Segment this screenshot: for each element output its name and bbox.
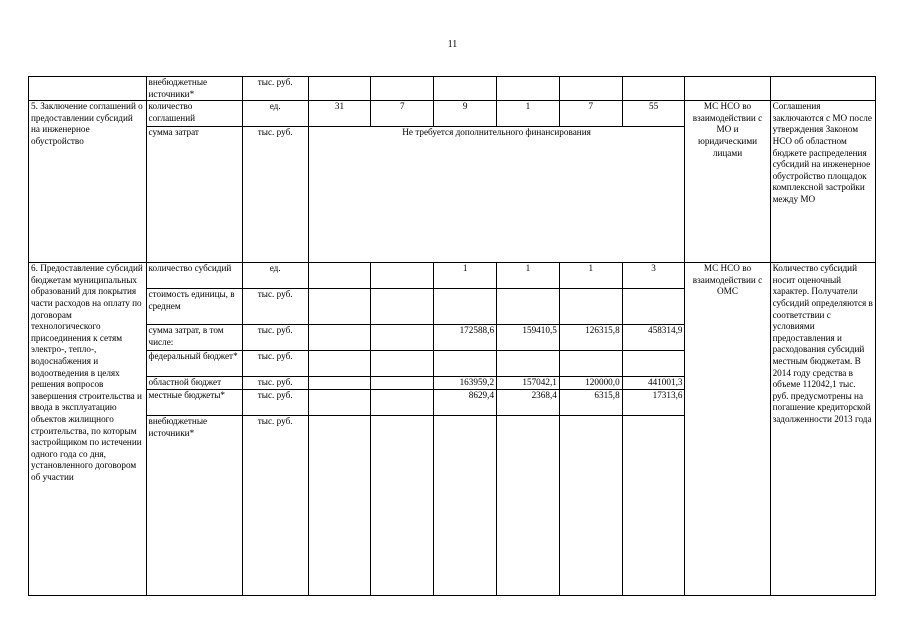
value-cell <box>559 77 622 101</box>
value-cell <box>434 351 497 377</box>
value-cell: 172588,6 <box>434 325 497 351</box>
value-cell <box>308 390 371 416</box>
value-cell <box>308 263 371 289</box>
value-cell <box>434 416 497 596</box>
value-cell <box>371 416 434 596</box>
value-cell <box>622 351 685 377</box>
executor-cell: МС НСО во взаимодействии с ОМС <box>685 263 770 596</box>
indicator-cell: количество соглашений <box>146 101 242 127</box>
value-cell <box>371 325 434 351</box>
activity-cell: 5. Заключение соглашений о предоставлении субсидий на инженерное обустройство <box>29 101 147 263</box>
indicator-cell: внебюджетные источники* <box>146 416 242 596</box>
value-cell: 458314,9 <box>622 325 685 351</box>
value-cell: 55 <box>622 101 685 127</box>
value-cell <box>434 289 497 325</box>
value-cell: 8629,4 <box>434 390 497 416</box>
value-cell: 157042,1 <box>497 377 560 390</box>
value-cell: 441001,3 <box>622 377 685 390</box>
value-cell: 3 <box>622 263 685 289</box>
value-cell <box>434 77 497 101</box>
unit-cell: тыс. руб. <box>242 325 308 351</box>
activity-cell <box>29 77 147 101</box>
no-funding-note: Не требуется дополнительного финансирования <box>308 127 685 263</box>
value-cell <box>497 77 560 101</box>
value-cell: 163959,2 <box>434 377 497 390</box>
value-cell <box>497 289 560 325</box>
value-cell: 126315,8 <box>559 325 622 351</box>
value-cell <box>308 416 371 596</box>
unit-cell: ед. <box>242 263 308 289</box>
executor-cell <box>685 77 770 101</box>
value-cell <box>559 416 622 596</box>
indicator-cell: стоимость единицы, в среднем <box>146 289 242 325</box>
value-cell: 31 <box>308 101 371 127</box>
unit-cell: тыс. руб. <box>242 289 308 325</box>
value-cell: 7 <box>559 101 622 127</box>
executor-cell: МС НСО во взаимодействии с МО и юридическими лицами <box>685 101 770 263</box>
indicator-cell: сумма затрат, в том числе: <box>146 325 242 351</box>
indicator-cell: областной бюджет <box>146 377 242 390</box>
value-cell <box>371 77 434 101</box>
unit-cell: тыс. руб. <box>242 416 308 596</box>
activity-cell: 6. Предоставление субсидий бюджетам муниципальных образований для покрытия части расходов на оплату по договорам технологического присоединения к сетям электро-, тепло-, водоснабжения и водоотведения в целях решения вопросов завершения строительства и ввода в эксплуатацию объектов жилищного строительства, по которым застройщиком по истечении одного года со дня, установленного договором об участии <box>29 263 147 596</box>
value-cell: 7 <box>371 101 434 127</box>
unit-cell: тыс. руб. <box>242 127 308 263</box>
unit-cell: тыс. руб. <box>242 77 308 101</box>
indicator-cell: внебюджетные источники* <box>146 77 242 101</box>
value-cell: 6315,8 <box>559 390 622 416</box>
value-cell: 120000,0 <box>559 377 622 390</box>
value-cell: 1 <box>434 263 497 289</box>
value-cell <box>559 351 622 377</box>
table-row <box>29 77 876 101</box>
value-cell <box>497 416 560 596</box>
unit-cell: тыс. руб. <box>242 390 308 416</box>
value-cell <box>622 77 685 101</box>
value-cell <box>308 351 371 377</box>
unit-cell: тыс. руб. <box>242 377 308 390</box>
value-cell: 17313,6 <box>622 390 685 416</box>
result-cell: Количество субсидий носит оценочный характер. Получатели субсидий определяются в соответствии с условиями предоставления и расходования субсидий местным бюджетам. В 2014 году средства в объеме 112042,1 тыс. руб. предусмотрены на погашение кредиторской задолженности 2013 года <box>770 263 875 596</box>
table-row <box>29 263 876 289</box>
value-cell: 1 <box>497 263 560 289</box>
unit-cell: тыс. руб. <box>242 351 308 377</box>
table-row <box>29 101 876 127</box>
program-activities-table <box>28 76 876 596</box>
value-cell: 1 <box>497 101 560 127</box>
result-cell: Соглашения заключаются с МО после утверждения Законом НСО об областном бюджете распределения субсидий на инженерное обустройство площадок комплексной застройки между МО <box>770 101 875 263</box>
indicator-cell: сумма затрат <box>146 127 242 263</box>
value-cell <box>308 289 371 325</box>
value-cell: 9 <box>434 101 497 127</box>
value-cell <box>371 377 434 390</box>
value-cell <box>622 289 685 325</box>
value-cell <box>308 377 371 390</box>
indicator-cell: количество субсидий <box>146 263 242 289</box>
value-cell <box>308 325 371 351</box>
unit-cell: ед. <box>242 101 308 127</box>
indicator-cell: местные бюджеты* <box>146 390 242 416</box>
value-cell <box>371 263 434 289</box>
value-cell <box>559 289 622 325</box>
result-cell <box>770 77 875 101</box>
indicator-cell: федеральный бюджет* <box>146 351 242 377</box>
value-cell: 1 <box>559 263 622 289</box>
value-cell: 159410,5 <box>497 325 560 351</box>
value-cell <box>371 390 434 416</box>
page-number: 11 <box>447 39 458 50</box>
value-cell <box>371 289 434 325</box>
value-cell <box>497 351 560 377</box>
value-cell <box>371 351 434 377</box>
value-cell <box>622 416 685 596</box>
value-cell <box>308 77 371 101</box>
value-cell: 2368,4 <box>497 390 560 416</box>
